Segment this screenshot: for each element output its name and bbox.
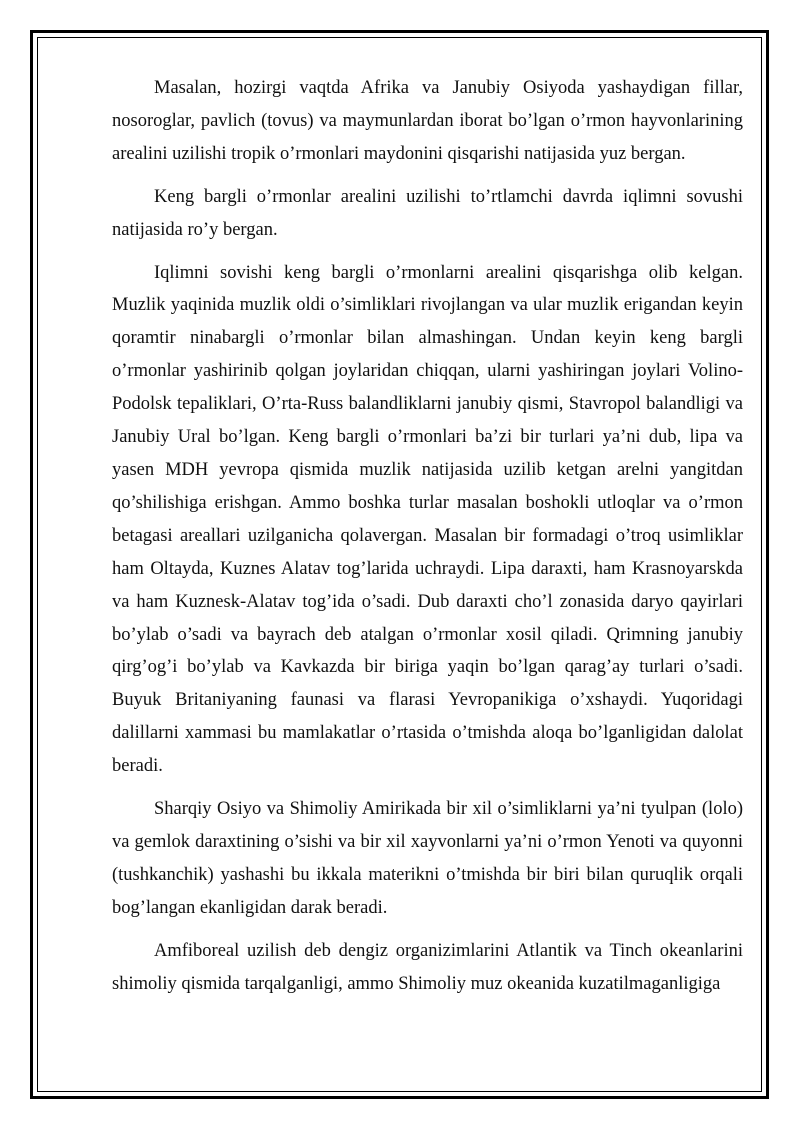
document-body bbox=[112, 72, 743, 1010]
paragraph-1: Masalan, hozirgi vaqtda Afrika va Janubiy Osiyoda yashaydigan fillar, nosoroglar, pavlich (tovus) va maymunlardan iborat bo’lgan o’rmon hayvonlarining arealini uzilishi tropik o’rmonlari maydonini qisqarishi natijasida yuz bergan. bbox=[112, 78, 743, 164]
paragraph-5: Amfiboreal uzilish deb dengiz organizimlarini Atlantik va Tinch okeanlarini shimoliy qismida tarqalganligi, ammo Shimoliy muz okeanida kuzatilmaganligiga bbox=[112, 940, 743, 994]
paragraph-2: Keng bargli o’rmonlar arealini uzilishi to’rtlamchi davrda iqlimni sovushi natijasida ro’y bergan. bbox=[112, 186, 743, 240]
paragraph-4: Sharqiy Osiyo va Shimoliy Amirikada bir xil o’simliklarni ya’ni tyulpan (lolo) va gemlok daraxtining o’sishi va bir xil xayvonlarni ya’ni o’rmon Yenoti va quyonni (tushkanchik) yashashi bu ikkala materikni o’tmishda bir biri bilan quruqlik orqali bog’langan ekanligidan darak beradi. bbox=[112, 799, 743, 918]
paragraph-3: Iqlimni sovishi keng bargli o’rmonlarni arealini qisqarishga olib kelgan. Muzlik yaqinida muzlik oldi o’simliklari rivojlangan va ular muzlik erigandan keyin qoramtir ninabargli o’rmonlar bilan almashingan. Undan keyin keng bargli o’rmonlar yashirinib qolgan joylaridan chiqqan, ularni yashiringan joylari Volino-Podolsk tepaliklari, O’rta-Russ balandliklarni janubiy qismi, Stavropol balandligi va Janubiy Ural bo’lgan. Keng bargli o’rmonlari ba’zi bir turlari ya’ni dub, lipa va yasen MDH yevropa qismida muzlik natijasida uzilib ketgan arelni yangitdan qo’shilishiga erishgan. Ammo boshka turlar masalan boshokli utloqlar va o’rmon betagasi areallari uzilganicha qolavergan. Masalan bir formadagi o’troq usimliklar ham Oltayda, Kuznes Alatav tog’larida uchraydi. Lipa daraxti, ham Krasnoyarskda va ham Kuznesk-Alatav tog’ida o’sadi. Dub daraxti cho’l zonasida daryo qayirlari bo’ylab o’sadi va bayrach deb atalgan o’rmonlar xosil qiladi. Qrimning janubiy qirg’og’i bo’ylab va Kavkazda bir biriga yaqin bo’lgan qarag’ay turlari o’sadi. Buyuk Britaniyaning faunasi va flarasi Yevropanikiga o’xshaydi. Yuqoridagi dalillarni xammasi bu mamlakatlar o’rtasida o’tmishda aloqa bo’lganligidan dalolat beradi. bbox=[112, 262, 743, 777]
